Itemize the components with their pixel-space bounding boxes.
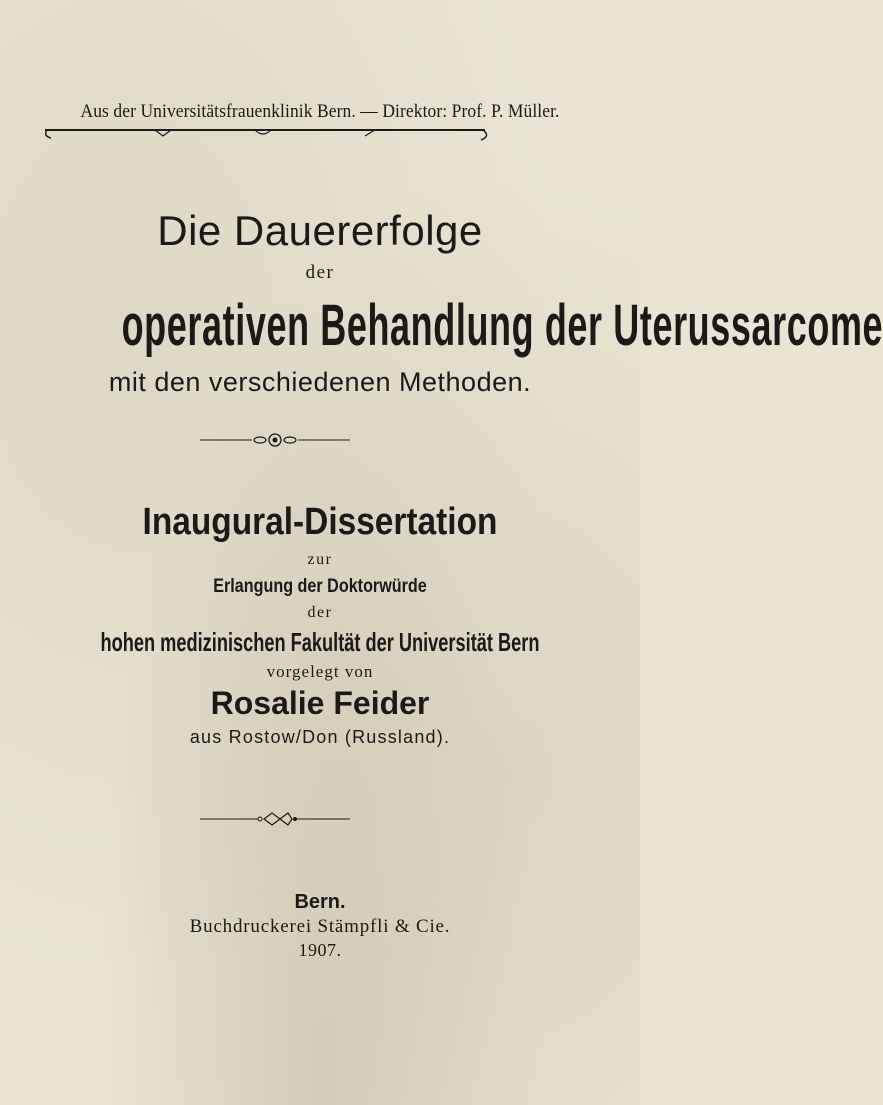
- der-text: der: [307, 604, 333, 621]
- zur-text: zur: [307, 551, 333, 568]
- dissertation-heading: Inaugural-Dissertation: [142, 501, 498, 543]
- title-line-1: Die Dauererfolge: [157, 207, 483, 254]
- author-origin: aus Rostow/Don (Russland).: [189, 727, 451, 747]
- ornament-divider-1: [200, 430, 350, 450]
- title-line-main: operativen Behandlung der Uterussarcome: [121, 293, 883, 358]
- imprint-city: Bern.: [294, 891, 346, 913]
- faculty-text: hohen medizinischen Fakultät der Universität Bern: [100, 627, 540, 657]
- title-connector: der: [305, 262, 335, 283]
- imprint-printer: Buchdruckerei Stämpfli & Cie.: [189, 916, 451, 937]
- author-name: Rosalie Feider: [210, 685, 430, 721]
- title-line-methods: mit den verschiedenen Methoden.: [108, 367, 532, 397]
- imprint-year: 1907.: [298, 940, 342, 960]
- rule-ornament: [45, 128, 495, 142]
- institution-header: Aus der Universitätsfrauenklinik Bern. — Direktor: Prof. P. Müller.: [80, 101, 560, 122]
- ornament-divider-2: [200, 809, 350, 829]
- purpose-text: Erlangung der Doktorwürde: [213, 576, 427, 597]
- presented-by-text: vorgelegt von: [266, 662, 374, 681]
